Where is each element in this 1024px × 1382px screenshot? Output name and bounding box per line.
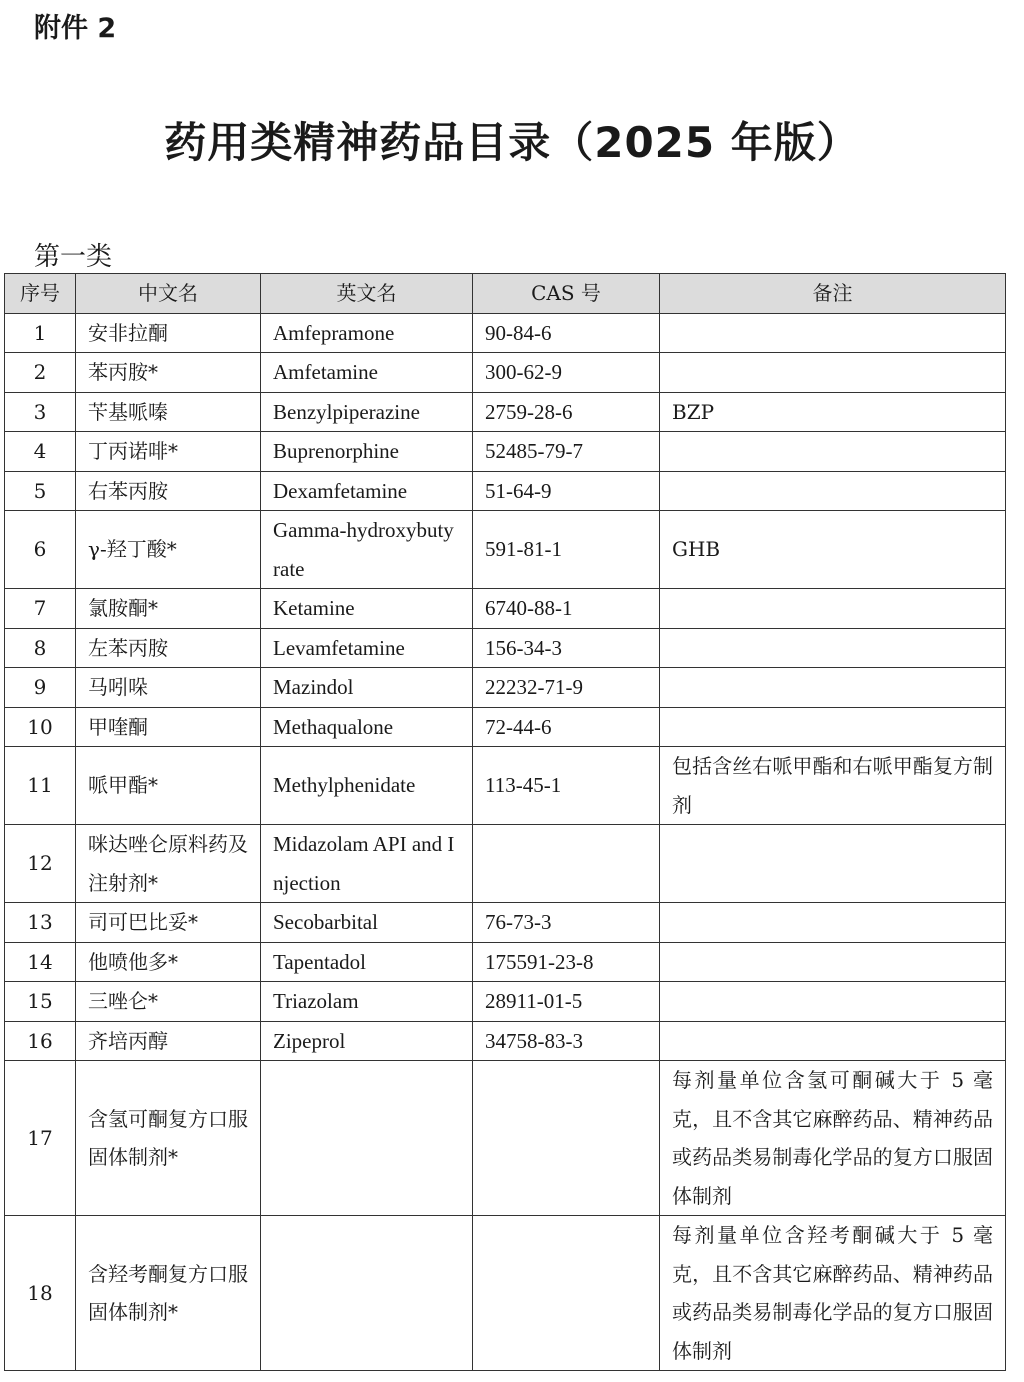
cas-number: 156-34-3 — [473, 628, 660, 668]
cas-number: 34758-83-3 — [473, 1021, 660, 1061]
note — [660, 982, 1006, 1022]
cas-number: 22232-71-9 — [473, 668, 660, 708]
chinese-name: 甲喹酮 — [76, 707, 261, 747]
table-body — [5, 313, 1006, 1371]
table-row — [5, 471, 1006, 511]
table-row — [5, 825, 1006, 903]
table-row — [5, 313, 1006, 353]
cas-number: 6740-88-1 — [473, 589, 660, 629]
row-number: 2 — [5, 353, 76, 393]
page-title: 药用类精神药品目录（2025 年版） — [164, 118, 860, 167]
english-name: Gamma-hydroxybutyrate — [261, 511, 473, 589]
column-header-english-name: 英文名 — [261, 274, 473, 314]
chinese-name: 哌甲酯* — [76, 747, 261, 825]
english-name: Buprenorphine — [261, 432, 473, 472]
english-name: Benzylpiperazine — [261, 392, 473, 432]
column-header-no: 序号 — [5, 274, 76, 314]
attachment-label: 附件 2 — [34, 13, 117, 44]
note: GHB — [660, 511, 1006, 589]
cas-number: 300-62-9 — [473, 353, 660, 393]
cas-number: 2759-28-6 — [473, 392, 660, 432]
english-name: Methaqualone — [261, 707, 473, 747]
note — [660, 628, 1006, 668]
row-number: 16 — [5, 1021, 76, 1061]
note: 每剂量单位含羟考酮碱大于 5 毫克，且不含其它麻醉药品、精神药品或药品类易制毒化学品的复方口服固体制剂 — [660, 1216, 1006, 1371]
row-number: 13 — [5, 903, 76, 943]
row-number: 10 — [5, 707, 76, 747]
table-row — [5, 353, 1006, 393]
cas-number — [473, 1061, 660, 1216]
table-row — [5, 628, 1006, 668]
chinese-name: 丁丙诺啡* — [76, 432, 261, 472]
cas-number: 52485-79-7 — [473, 432, 660, 472]
cas-number: 51-64-9 — [473, 471, 660, 511]
row-number: 7 — [5, 589, 76, 629]
table-row — [5, 1021, 1006, 1061]
chinese-name: γ-羟丁酸* — [76, 511, 261, 589]
row-number: 1 — [5, 313, 76, 353]
table-row — [5, 1216, 1006, 1371]
english-name — [261, 1216, 473, 1371]
english-name: Ketamine — [261, 589, 473, 629]
column-header-cas: CAS 号 — [473, 274, 660, 314]
english-name: Methylphenidate — [261, 747, 473, 825]
note — [660, 825, 1006, 903]
row-number: 4 — [5, 432, 76, 472]
table-row — [5, 392, 1006, 432]
table-row — [5, 747, 1006, 825]
row-number: 18 — [5, 1216, 76, 1371]
table-row — [5, 707, 1006, 747]
chinese-name: 含氢可酮复方口服固体制剂* — [76, 1061, 261, 1216]
row-number: 8 — [5, 628, 76, 668]
chinese-name: 右苯丙胺 — [76, 471, 261, 511]
chinese-name: 安非拉酮 — [76, 313, 261, 353]
section-heading: 第一类 — [34, 242, 113, 272]
drug-table — [4, 273, 1006, 1371]
note — [660, 432, 1006, 472]
table-row — [5, 589, 1006, 629]
english-name: Amfepramone — [261, 313, 473, 353]
cas-number: 76-73-3 — [473, 903, 660, 943]
cas-number: 175591-23-8 — [473, 942, 660, 982]
row-number: 6 — [5, 511, 76, 589]
note — [660, 353, 1006, 393]
note — [660, 313, 1006, 353]
english-name: Triazolam — [261, 982, 473, 1022]
row-number: 11 — [5, 747, 76, 825]
chinese-name: 齐培丙醇 — [76, 1021, 261, 1061]
note — [660, 707, 1006, 747]
note — [660, 668, 1006, 708]
row-number: 17 — [5, 1061, 76, 1216]
table-row — [5, 903, 1006, 943]
row-number: 14 — [5, 942, 76, 982]
cas-number: 90-84-6 — [473, 313, 660, 353]
table-row — [5, 511, 1006, 589]
chinese-name: 苄基哌嗪 — [76, 392, 261, 432]
chinese-name: 咪达唑仑原料药及注射剂* — [76, 825, 261, 903]
cas-number — [473, 825, 660, 903]
chinese-name: 他喷他多* — [76, 942, 261, 982]
chinese-name: 含羟考酮复方口服固体制剂* — [76, 1216, 261, 1371]
english-name: Midazolam API and Injection — [261, 825, 473, 903]
english-name: Amfetamine — [261, 353, 473, 393]
table-header-row — [5, 274, 1006, 314]
cas-number: 28911-01-5 — [473, 982, 660, 1022]
english-name: Mazindol — [261, 668, 473, 708]
note — [660, 903, 1006, 943]
cas-number: 113-45-1 — [473, 747, 660, 825]
row-number: 5 — [5, 471, 76, 511]
table-row — [5, 668, 1006, 708]
row-number: 9 — [5, 668, 76, 708]
chinese-name: 三唑仑* — [76, 982, 261, 1022]
column-header-note: 备注 — [660, 274, 1006, 314]
column-header-chinese-name: 中文名 — [76, 274, 261, 314]
english-name: Dexamfetamine — [261, 471, 473, 511]
english-name: Tapentadol — [261, 942, 473, 982]
cas-number — [473, 1216, 660, 1371]
note: BZP — [660, 392, 1006, 432]
note: 包括含丝右哌甲酯和右哌甲酯复方制剂 — [660, 747, 1006, 825]
note — [660, 942, 1006, 982]
english-name: Levamfetamine — [261, 628, 473, 668]
table-row — [5, 982, 1006, 1022]
english-name: Secobarbital — [261, 903, 473, 943]
english-name: Zipeprol — [261, 1021, 473, 1061]
chinese-name: 氯胺酮* — [76, 589, 261, 629]
row-number: 15 — [5, 982, 76, 1022]
chinese-name: 司可巴比妥* — [76, 903, 261, 943]
note — [660, 471, 1006, 511]
cas-number: 72-44-6 — [473, 707, 660, 747]
note: 每剂量单位含氢可酮碱大于 5 毫克，且不含其它麻醉药品、精神药品或药品类易制毒化学品的复方口服固体制剂 — [660, 1061, 1006, 1216]
chinese-name: 左苯丙胺 — [76, 628, 261, 668]
table-row — [5, 1061, 1006, 1216]
cas-number: 591-81-1 — [473, 511, 660, 589]
table-row — [5, 432, 1006, 472]
chinese-name: 马吲哚 — [76, 668, 261, 708]
english-name — [261, 1061, 473, 1216]
chinese-name: 苯丙胺* — [76, 353, 261, 393]
note — [660, 1021, 1006, 1061]
row-number: 12 — [5, 825, 76, 903]
table-row — [5, 942, 1006, 982]
note — [660, 589, 1006, 629]
row-number: 3 — [5, 392, 76, 432]
